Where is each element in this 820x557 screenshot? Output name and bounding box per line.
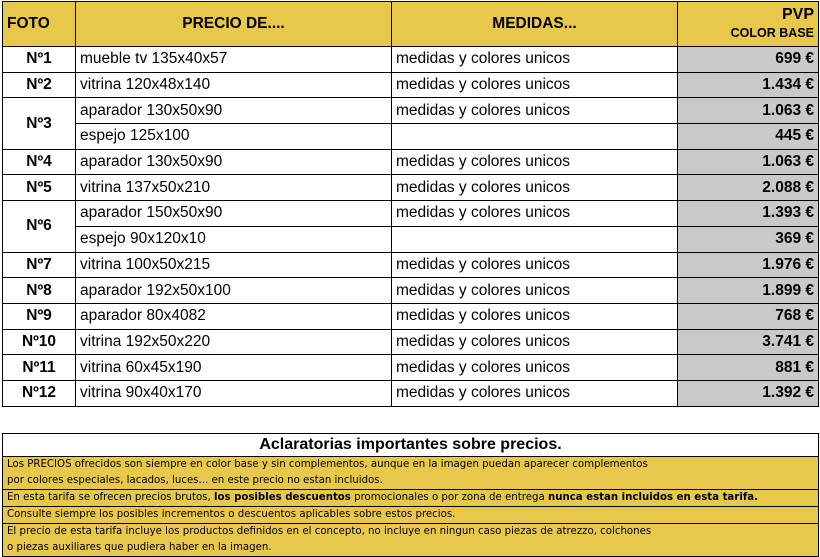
note-cell: Consulte siempre los posibles incrementos o descuentos aplicables sobre estos precios. [3, 507, 819, 524]
note-cell [3, 524, 819, 557]
product-medidas: medidas y colores unicos [392, 47, 678, 73]
note-row [3, 524, 819, 557]
product-medidas [392, 226, 678, 252]
product-medidas: medidas y colores unicos [392, 278, 678, 304]
product-price: 3.741 € [678, 329, 819, 355]
product-price: 1.392 € [678, 380, 819, 406]
product-price: 1.063 € [678, 98, 819, 124]
foto-number: Nº11 [3, 355, 76, 381]
product-description: vitrina 137x50x210 [76, 175, 392, 201]
product-medidas: medidas y colores unicos [392, 201, 678, 227]
note-line: por colores especiales, lacados, luces... en este precio no estan incluidos. [7, 475, 383, 486]
product-description: vitrina 192x50x220 [76, 329, 392, 355]
table-row [3, 329, 819, 355]
product-description: vitrina 60x45x190 [76, 355, 392, 381]
table-row [3, 355, 819, 381]
table-row [3, 252, 819, 278]
product-medidas: medidas y colores unicos [392, 303, 678, 329]
notes-title: Aclaratorias importantes sobre precios. [3, 434, 819, 457]
product-description: aparador 130x50x90 [76, 149, 392, 175]
note-line: o piezas auxiliares que pudiera haber en la imagen. [7, 542, 272, 553]
product-price: 1.063 € [678, 149, 819, 175]
product-price: 699 € [678, 47, 819, 73]
product-description: aparador 80x4082 [76, 303, 392, 329]
table-row [3, 149, 819, 175]
product-medidas: medidas y colores unicos [392, 98, 678, 124]
header-precio: PRECIO DE.... [76, 2, 392, 47]
note-line: Los PRECIOS ofrecidos son siempre en color base y sin complementos, aunque en la imagen puedan aparecer complementos [7, 459, 648, 470]
foto-number: Nº2 [3, 72, 76, 98]
foto-number: Nº7 [3, 252, 76, 278]
product-price: 1.899 € [678, 278, 819, 304]
header-pvp [678, 2, 819, 47]
product-description: mueble tv 135x40x57 [76, 47, 392, 73]
table-row [3, 278, 819, 304]
notes-box [2, 433, 819, 557]
product-price: 881 € [678, 355, 819, 381]
foto-number: Nº10 [3, 329, 76, 355]
table-row [3, 98, 819, 124]
product-description: aparador 150x50x90 [76, 201, 392, 227]
product-price: 1.434 € [678, 72, 819, 98]
header-row [3, 2, 819, 47]
product-description: vitrina 100x50x215 [76, 252, 392, 278]
header-foto: FOTO [3, 2, 76, 47]
note-text: En esta tarifa se ofrecen precios brutos, [7, 492, 214, 503]
note-cell [3, 457, 819, 490]
note-cell [3, 490, 819, 507]
header-medidas: MEDIDAS... [392, 2, 678, 47]
product-price: 768 € [678, 303, 819, 329]
product-medidas: medidas y colores unicos [392, 355, 678, 381]
note-row [3, 507, 819, 524]
foto-number: Nº4 [3, 149, 76, 175]
foto-number: Nº6 [3, 201, 76, 252]
foto-number: Nº12 [3, 380, 76, 406]
product-price: 369 € [678, 226, 819, 252]
header-pvp-label: PVP [781, 6, 814, 23]
product-price: 445 € [678, 124, 819, 150]
table-row [3, 303, 819, 329]
product-description: vitrina 120x48x140 [76, 72, 392, 98]
table-row [3, 72, 819, 98]
table-row [3, 175, 819, 201]
header-color-base-label: COLOR BASE [730, 26, 814, 40]
table-row [3, 124, 819, 150]
note-row [3, 490, 819, 507]
product-price: 1.393 € [678, 201, 819, 227]
product-description: aparador 130x50x90 [76, 98, 392, 124]
table-row [3, 47, 819, 73]
foto-number: Nº5 [3, 175, 76, 201]
note-row [3, 457, 819, 490]
product-medidas: medidas y colores unicos [392, 72, 678, 98]
note-bold-text: nunca estan incluidos en esta tarifa. [547, 492, 759, 503]
note-bold-text: los posibles descuentos [213, 492, 351, 503]
notes-title-row [3, 434, 819, 457]
product-medidas: medidas y colores unicos [392, 380, 678, 406]
table-row [3, 380, 819, 406]
foto-number: Nº1 [3, 47, 76, 73]
foto-number: Nº8 [3, 278, 76, 304]
product-price: 2.088 € [678, 175, 819, 201]
foto-number: Nº3 [3, 98, 76, 149]
product-description: espejo 125x100 [76, 124, 392, 150]
product-medidas: medidas y colores unicos [392, 175, 678, 201]
product-description: espejo 90x120x10 [76, 226, 392, 252]
product-description: vitrina 90x40x170 [76, 380, 392, 406]
note-text: promocionales o por zona de entrega [350, 492, 548, 503]
note-line: El precio de esta tarifa incluye los productos definidos en el concepto, no incluye en ningun caso piezas de atrezzo, colchones [7, 526, 652, 537]
product-medidas: medidas y colores unicos [392, 149, 678, 175]
table-row [3, 226, 819, 252]
product-medidas [392, 124, 678, 150]
foto-number: Nº9 [3, 303, 76, 329]
product-medidas: medidas y colores unicos [392, 252, 678, 278]
price-table [2, 1, 819, 407]
product-description: aparador 192x50x100 [76, 278, 392, 304]
product-medidas: medidas y colores unicos [392, 329, 678, 355]
price-table-body [3, 47, 819, 407]
product-price: 1.976 € [678, 252, 819, 278]
table-row [3, 201, 819, 227]
